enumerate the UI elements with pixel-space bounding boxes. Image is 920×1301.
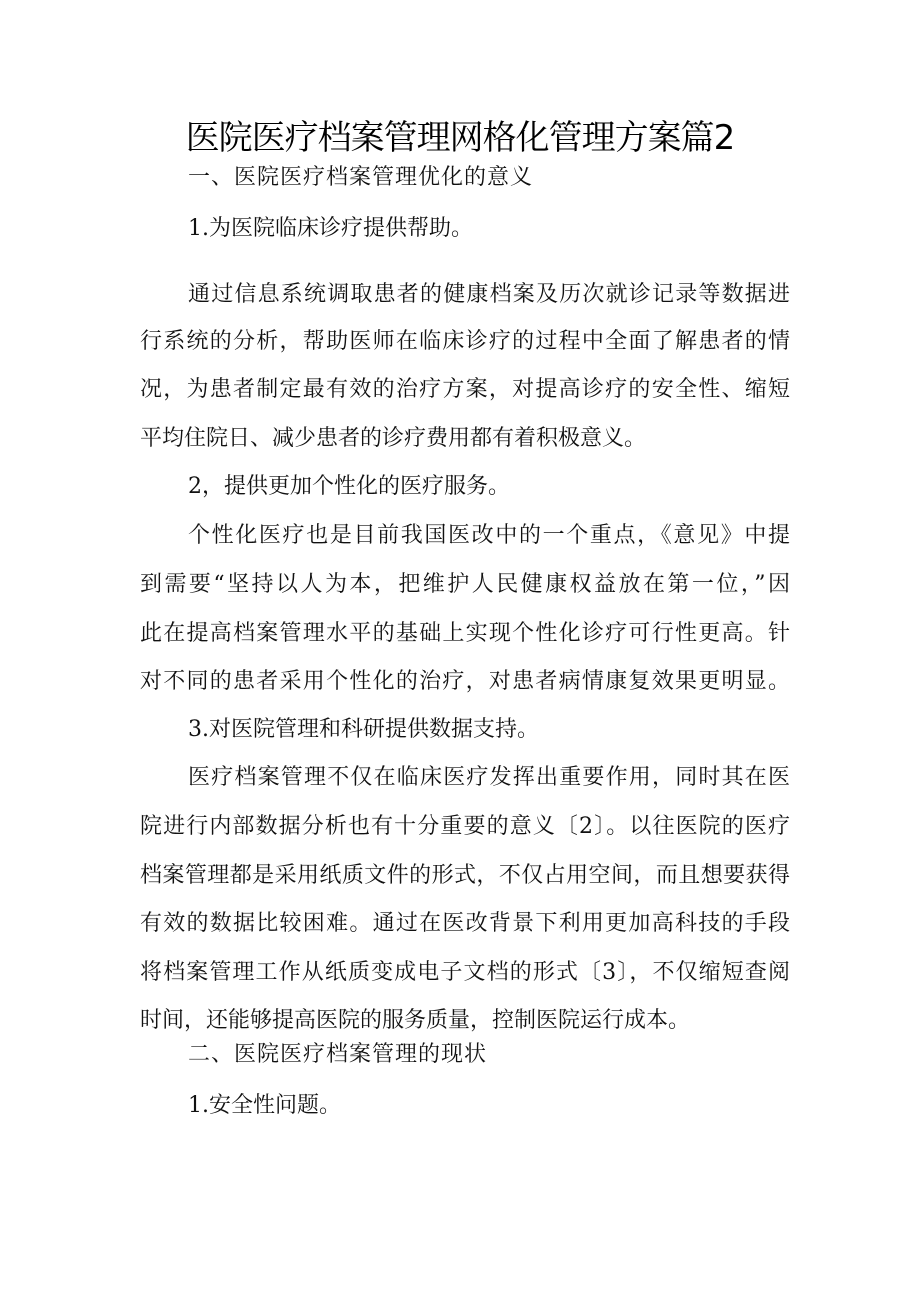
paragraph-line: 有效的数据比较困难。通过在医改背景下利用更加高科技的手段 (140, 911, 790, 936)
subheading-1-2: 2，提供更加个性化的医疗服务。 (188, 474, 510, 499)
paragraph-line: 院进行内部数据分析也有十分重要的意义〔2〕。以往医院的医疗 (140, 814, 790, 839)
paragraph-line: 通过信息系统调取患者的健康档案及历次就诊记录等数据进 (188, 282, 790, 307)
subheading-1-1: 1.为医院临床诊疗提供帮助。 (188, 216, 473, 241)
subheading-1-3: 3.对医院管理和科研提供数据支持。 (188, 717, 539, 742)
paragraph-line: 对不同的患者采用个性化的治疗，对患者病情康复效果更明显。 (140, 669, 790, 694)
paragraph-line: 将档案管理工作从纸质变成电子文档的形式〔3〕，不仅缩短查阅 (140, 960, 790, 985)
paragraph-line: 平均住院日、减少患者的诊疗费用都有着积极意义。 (140, 426, 647, 451)
section-heading-2: 二、医院医疗档案管理的现状 (188, 1042, 488, 1067)
document-title: 医院医疗档案管理网格化管理方案篇2 (185, 118, 735, 158)
paragraph-line: 个性化医疗也是目前我国医改中的一个重点，《意见》中提 (188, 523, 790, 548)
paragraph-line: 医疗档案管理不仅在临床医疗发挥出重要作用，同时其在医 (188, 765, 790, 790)
section-heading-1: 一、医院医疗档案管理优化的意义 (188, 165, 534, 190)
paragraph-line: 档案管理都是采用纸质文件的形式，不仅占用空间，而且想要获得 (140, 863, 790, 888)
paragraph-line: 况，为患者制定最有效的治疗方案，对提高诊疗的安全性、缩短 (140, 377, 790, 402)
paragraph-line: 时间，还能够提高医院的服务质量，控制医院运行成本。 (140, 1008, 691, 1033)
paragraph-line: 此在提高档案管理水平的基础上实现个性化诊疗可行性更高。针 (140, 621, 790, 646)
subheading-2-1: 1.安全性问题。 (188, 1093, 341, 1118)
paragraph-line: 到需要“坚持以人为本，把维护人民健康权益放在第一位，”因 (140, 572, 790, 597)
paragraph-line: 行系统的分析，帮助医师在临床诊疗的过程中全面了解患者的情 (140, 329, 790, 354)
